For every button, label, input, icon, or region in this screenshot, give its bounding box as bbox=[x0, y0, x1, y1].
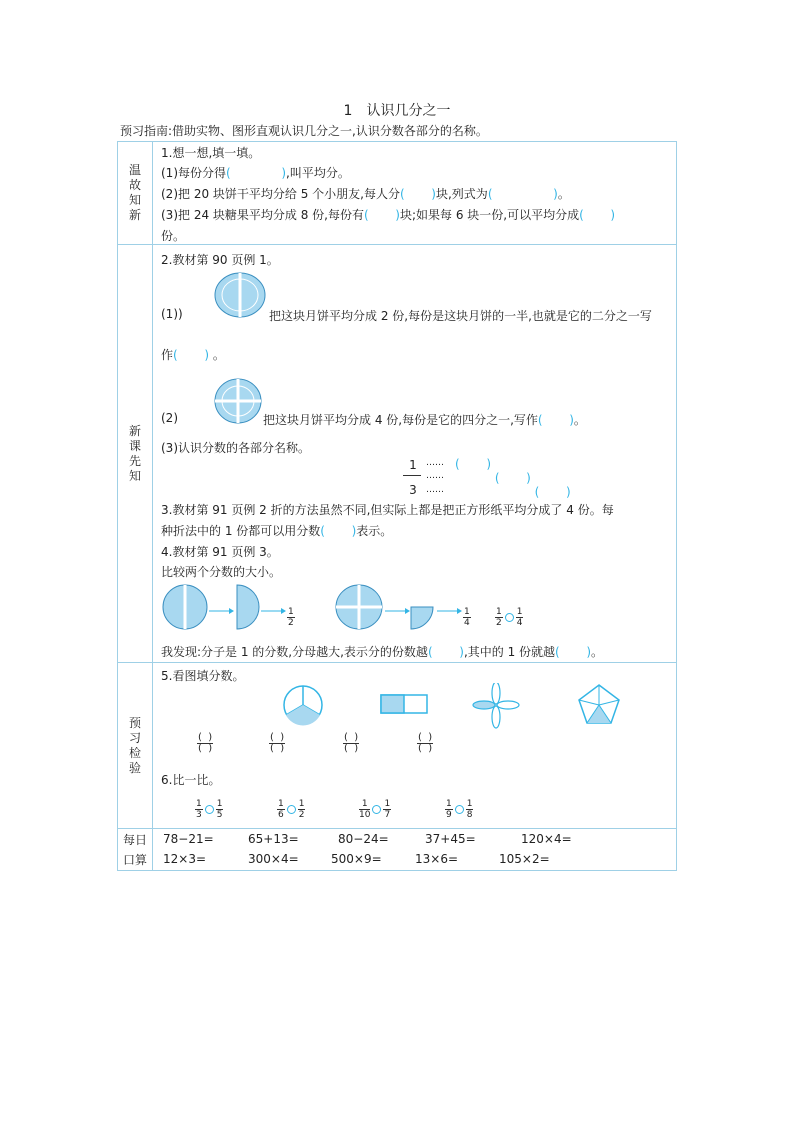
blank-fraction[interactable]: $\frac{( )}{( )}$ bbox=[418, 732, 433, 754]
calc-item: 300×4= bbox=[248, 852, 299, 866]
q2-1-text: 把这块月饼平均分成 2 份,每份是这块月饼的一半,也就是它的二分之一写 bbox=[269, 309, 652, 323]
calc-item: 80−24= bbox=[338, 832, 389, 846]
answer-blank[interactable] bbox=[538, 413, 574, 427]
section-review-label: 温 故 知 新 bbox=[118, 142, 153, 245]
q2-2-prefix: (2) bbox=[161, 411, 178, 425]
compare-circle[interactable] bbox=[287, 805, 296, 814]
dots: …… bbox=[426, 458, 444, 468]
q2-2-text: 把这块月饼平均分成 4 份,每份是它的四分之一,写作( ) 。 bbox=[263, 411, 586, 428]
frac-bar bbox=[403, 475, 421, 476]
calc-item: 120×4= bbox=[521, 832, 572, 846]
section-check-content bbox=[153, 663, 677, 829]
compare-pair: $\frac{1}{6}$ $\frac{1}{2}$ bbox=[278, 799, 305, 820]
frac-numerator: 1 bbox=[409, 458, 417, 472]
q4-title: 4.教材第 91 页例 3。 bbox=[161, 545, 279, 559]
finding: 我发现:分子是 1 的分数,分母越大,表示分的份数越( ) ,其中的 1 份就越( ) 。 bbox=[161, 643, 603, 660]
answer-blank[interactable] bbox=[455, 457, 491, 471]
mooncake-quarter-image bbox=[213, 377, 263, 427]
dots: …… bbox=[426, 485, 444, 495]
answer-blank[interactable] bbox=[495, 471, 531, 485]
fraction-quarter: $\frac{1}{4}$ bbox=[464, 607, 470, 628]
answer-blank[interactable] bbox=[428, 645, 464, 659]
compare-half-quarter: $\frac{1}{2}$ $\frac{1}{4}$ bbox=[496, 607, 523, 628]
section-new-label: 新 课 先 知 bbox=[118, 245, 153, 663]
q1-3: (3)把 24 块糖果平均分成 8 份,每份有( ) 块;如果每 6 块一份,可以平均分成( ) bbox=[161, 206, 615, 223]
compare-circle[interactable] bbox=[372, 805, 381, 814]
compare-pair: $\frac{1}{10}$ $\frac{1}{7}$ bbox=[359, 799, 391, 820]
calc-item: 37+45= bbox=[425, 832, 476, 846]
section-new-content bbox=[153, 245, 677, 663]
q2-1-cont: 作( ) 。 bbox=[161, 346, 225, 363]
calc-item: 65+13= bbox=[248, 832, 299, 846]
section-check-label: 预 习 检 验 bbox=[118, 663, 153, 829]
section-review-content bbox=[153, 142, 677, 245]
compare-figure bbox=[161, 581, 491, 637]
blank-fraction[interactable]: $\frac{( )}{( )}$ bbox=[270, 732, 285, 754]
q3-cont: 种折法中的 1 份都可以用分数( ) 表示。 bbox=[161, 522, 392, 539]
answer-blank[interactable] bbox=[579, 208, 615, 222]
compare-pair: $\frac{1}{3}$ $\frac{1}{5}$ bbox=[196, 799, 223, 820]
q1-2: (2)把 20 块饼干平均分给 5 个小朋友,每人分( ) 块,列式为( ) 。 bbox=[161, 185, 570, 202]
answer-blank[interactable] bbox=[400, 187, 436, 201]
answer-blank[interactable] bbox=[320, 524, 356, 538]
page-title: 1 认识几分之一 bbox=[343, 103, 451, 119]
frac-denominator: 3 bbox=[409, 483, 417, 497]
preview-guide: 预习指南:借助实物、图形直观认识几分之一,认识分数各部分的名称。 bbox=[120, 124, 488, 138]
compare-circle[interactable] bbox=[505, 613, 514, 622]
answer-blank[interactable] bbox=[535, 485, 571, 499]
answer-blank[interactable] bbox=[226, 166, 286, 180]
mooncake-half-image bbox=[213, 271, 267, 321]
q1-1: (1)每份分得( ) ,叫平均分。 bbox=[161, 164, 350, 181]
q6-title: 6.比一比。 bbox=[161, 773, 221, 787]
q1-title: 1.想一想,填一填。 bbox=[161, 146, 261, 160]
compare-circle[interactable] bbox=[455, 805, 464, 814]
blank-fraction[interactable]: $\frac{( )}{( )}$ bbox=[198, 732, 213, 754]
calc-item: 500×9= bbox=[331, 852, 382, 866]
fraction-half: $\frac{1}{2}$ bbox=[288, 607, 294, 628]
answer-blank[interactable] bbox=[555, 645, 591, 659]
q2-1-prefix: (1)) bbox=[161, 307, 183, 321]
calc-item: 105×2= bbox=[499, 852, 550, 866]
answer-blank[interactable] bbox=[173, 348, 209, 362]
q5-title: 5.看图填分数。 bbox=[161, 669, 245, 683]
q1-3-cont: 份。 bbox=[161, 229, 186, 243]
dots: …… bbox=[426, 471, 444, 481]
answer-blank[interactable] bbox=[488, 187, 558, 201]
shapes-figure bbox=[243, 683, 663, 729]
blank-fraction[interactable]: $\frac{( )}{( )}$ bbox=[344, 732, 359, 754]
answer-blank[interactable] bbox=[364, 208, 400, 222]
q3: 3.教材第 91 页例 2 折的方法虽然不同,但实际上都是把正方形纸平均分成了 4 份。每 bbox=[161, 503, 614, 517]
q2-3: (3)认识分数的各部分名称。 bbox=[161, 441, 310, 455]
calc-item: 12×3= bbox=[163, 852, 207, 866]
section-daily-content bbox=[153, 829, 677, 871]
compare-pair: $\frac{1}{9}$ $\frac{1}{8}$ bbox=[446, 799, 473, 820]
compare-circle[interactable] bbox=[205, 805, 214, 814]
worksheet-table bbox=[117, 141, 677, 871]
section-daily-label: 每日 口算 bbox=[118, 829, 153, 871]
q4-sub: 比较两个分数的大小。 bbox=[161, 565, 282, 579]
q2-title: 2.教材第 90 页例 1。 bbox=[161, 253, 279, 267]
calc-item: 13×6= bbox=[415, 852, 459, 866]
calc-item: 78−21= bbox=[163, 832, 214, 846]
